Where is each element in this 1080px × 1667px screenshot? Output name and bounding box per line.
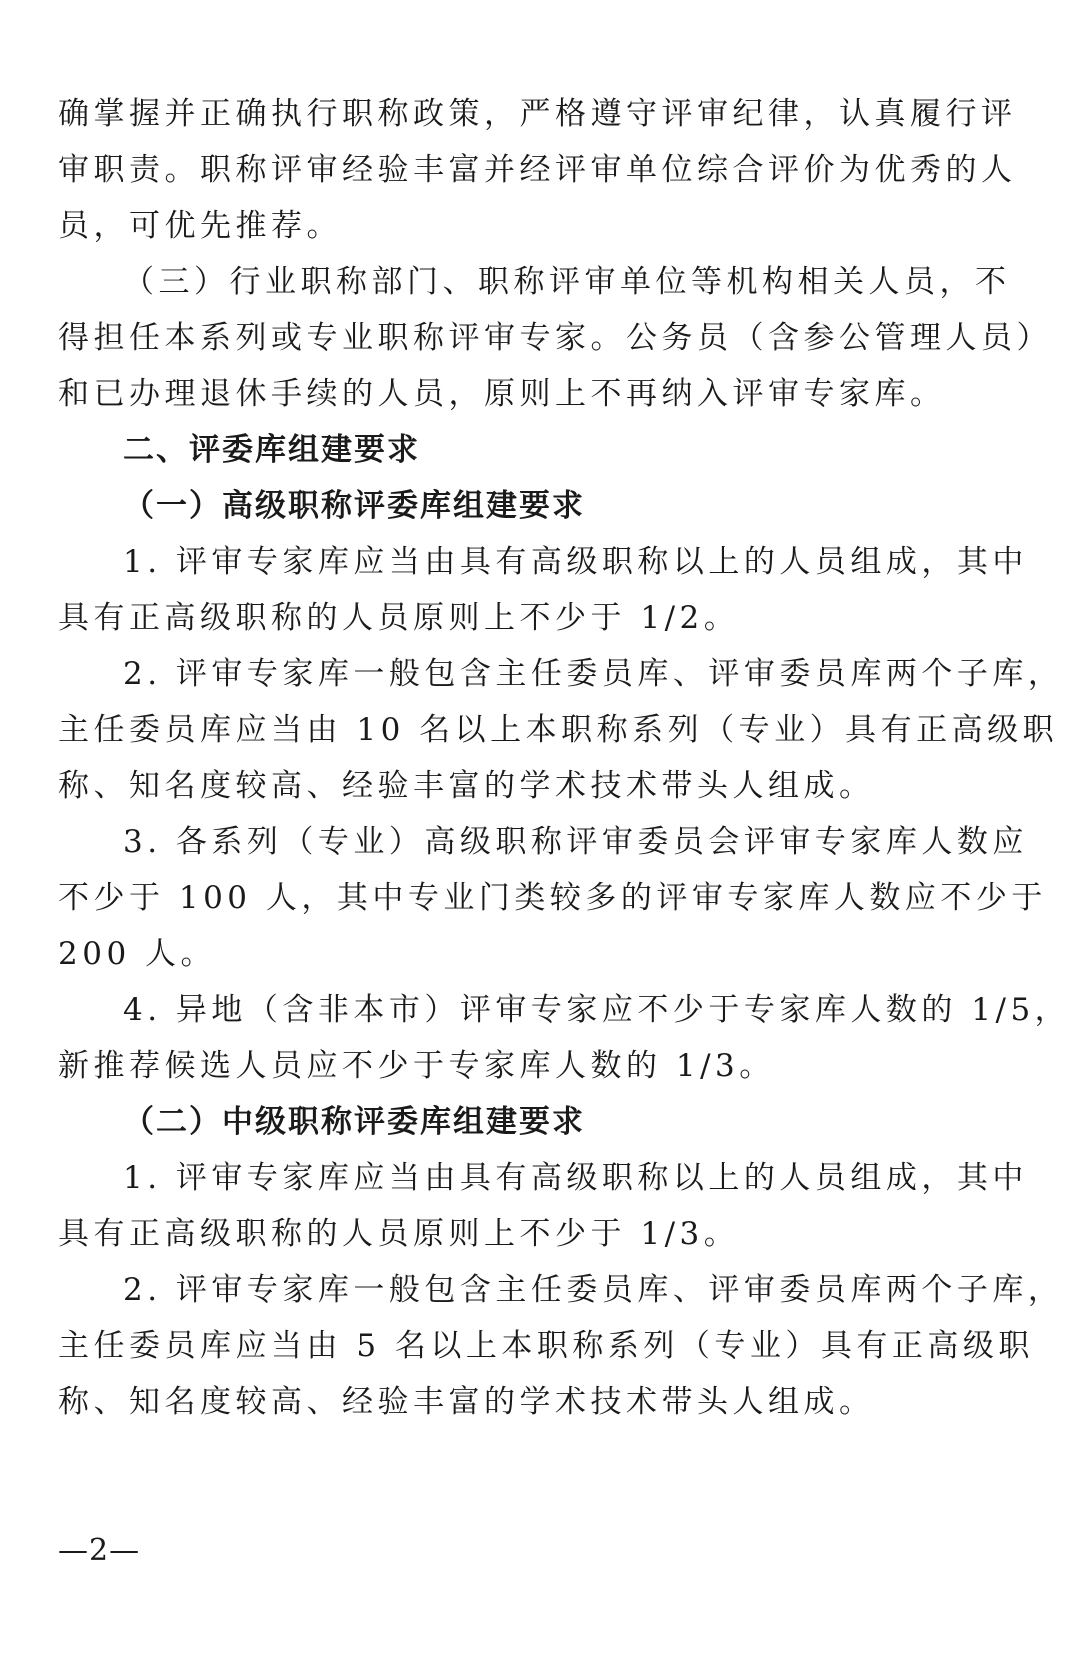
paragraph-line: 得担任本系列或专业职称评审专家。公务员（含参公管理人员）	[58, 320, 1052, 356]
paragraph-line: 不少于 100 人，其中专业门类较多的评审专家库人数应不少于	[58, 880, 1047, 916]
paragraph-line: 具有正高级职称的人员原则上不少于 1/3。	[58, 1216, 740, 1252]
section-heading: 二、评委库组建要求	[123, 432, 420, 468]
paragraph-line: 主任委员库应当由 10 名以上本职称系列（专业）具有正高级职	[58, 712, 1059, 748]
paragraph-line: 2. 评审专家库一般包含主任委员库、评审委员库两个子库，	[123, 1272, 1064, 1308]
paragraph-line: 200 人。	[58, 936, 217, 972]
paragraph-line: 员，可优先推荐。	[58, 208, 342, 244]
paragraph-line: 1. 评审专家库应当由具有高级职称以上的人员组成，其中	[123, 544, 1028, 580]
subsection-heading: （二）中级职称评委库组建要求	[123, 1104, 585, 1140]
paragraph-line: 1. 评审专家库应当由具有高级职称以上的人员组成，其中	[123, 1160, 1028, 1196]
paragraph-line: 和已办理退休手续的人员，原则上不再纳入评审专家库。	[58, 376, 946, 412]
paragraph-line: 4. 异地（含非本市）评审专家应不少于专家库人数的 1/5，	[123, 992, 1071, 1028]
page-number: —2—	[58, 1533, 141, 1568]
paragraph-line: 新推荐候选人员应不少于专家库人数的 1/3。	[58, 1048, 775, 1084]
subsection-heading: （一）高级职称评委库组建要求	[123, 488, 585, 524]
paragraph-line: 主任委员库应当由 5 名以上本职称系列（专业）具有正高级职	[58, 1328, 1034, 1364]
paragraph-line: 2. 评审专家库一般包含主任委员库、评审委员库两个子库，	[123, 656, 1064, 692]
paragraph-line: 审职责。职称评审经验丰富并经评审单位综合评价为优秀的人	[58, 152, 1017, 188]
paragraph-line: 称、知名度较高、经验丰富的学术技术带头人组成。	[58, 768, 875, 804]
paragraph-line: 称、知名度较高、经验丰富的学术技术带头人组成。	[58, 1384, 875, 1420]
paragraph-line: （三）行业职称部门、职称评审单位等机构相关人员，不	[123, 264, 1011, 300]
paragraph-line: 确掌握并正确执行职称政策，严格遵守评审纪律，认真履行评	[58, 96, 1017, 132]
paragraph-line: 具有正高级职称的人员原则上不少于 1/2。	[58, 600, 740, 636]
paragraph-line: 3. 各系列（专业）高级职称评审委员会评审专家库人数应	[123, 824, 1028, 860]
